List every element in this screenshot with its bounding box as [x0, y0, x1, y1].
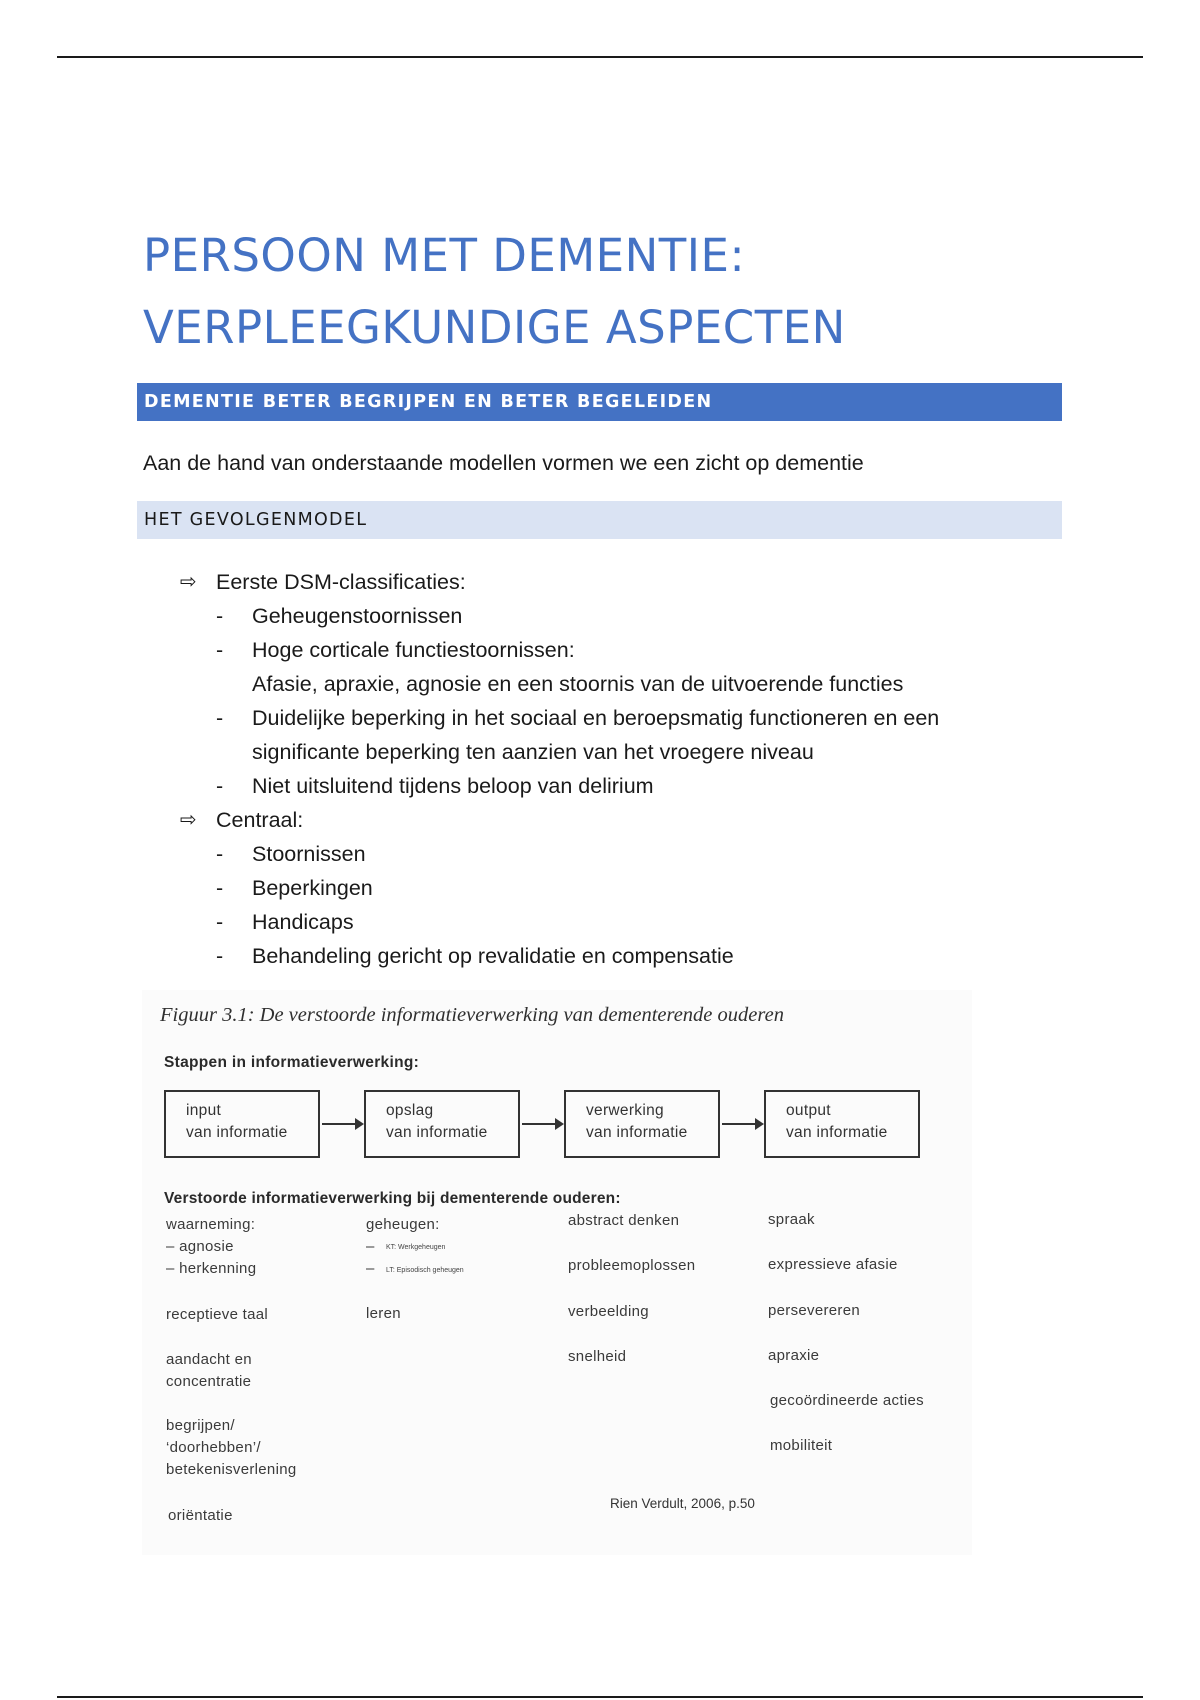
list-item	[180, 939, 1060, 973]
flow-arrow-icon	[722, 1123, 762, 1125]
subsection-heading: HET GEVOLGENMODEL	[137, 501, 1062, 539]
term: gecoördineerde acties	[770, 1392, 924, 1409]
term: receptieve taal	[166, 1306, 269, 1323]
list-group-dsm	[180, 565, 1060, 599]
intro-text: Aan de hand van onderstaande modellen vormen we een zicht op dementie	[143, 451, 864, 475]
term: apraxie	[768, 1347, 820, 1364]
step-label: verwerking	[586, 1102, 664, 1119]
list-item-text: Hoge corticale functiestoornissen:	[252, 638, 575, 662]
step-label: van informatie	[786, 1124, 888, 1141]
list-item	[180, 599, 1060, 633]
dash-bullet: -	[216, 910, 224, 934]
term: – herkenning	[166, 1260, 257, 1277]
term: expressieve afasie	[768, 1256, 898, 1273]
list-item-text: significante beperking ten aanzien van het vroegere niveau	[252, 740, 814, 764]
list-item	[180, 701, 1060, 769]
dash-bullet: -	[216, 944, 224, 968]
figure-caption: Figuur 3.1: De verstoorde informatieverwerking van dementerende ouderen	[160, 1004, 784, 1026]
step-label: van informatie	[186, 1124, 288, 1141]
list-group-label: Eerste DSM-classificaties:	[216, 570, 466, 594]
step-label: van informatie	[586, 1124, 688, 1141]
step-box-input	[164, 1090, 320, 1158]
figure-disorders-heading: Verstoorde informatieverwerking bij dementerende ouderen:	[164, 1190, 621, 1207]
term-small: LT: Episodisch geheugen	[386, 1267, 464, 1274]
step-label: output	[786, 1102, 831, 1119]
list-group-centraal	[180, 803, 1060, 837]
term: waarneming:	[166, 1216, 256, 1233]
term-group-aandacht	[166, 1349, 252, 1393]
step-label: input	[186, 1102, 222, 1119]
term: –	[366, 1238, 375, 1255]
term: betekenisverlening	[166, 1461, 297, 1478]
term: aandacht en	[166, 1351, 252, 1368]
list-item	[180, 837, 1060, 871]
list-item-text: Handicaps	[252, 910, 354, 934]
term: abstract denken	[568, 1212, 680, 1229]
figure-credit: Rien Verdult, 2006, p.50	[610, 1496, 755, 1511]
arrow-icon: ⇨	[180, 571, 197, 593]
term: verbeelding	[568, 1303, 649, 1320]
term-small: KT: Werkgeheugen	[386, 1244, 446, 1251]
list-item	[180, 905, 1060, 939]
step-label: van informatie	[386, 1124, 488, 1141]
step-box-output	[764, 1090, 920, 1158]
footer-rule	[57, 1696, 1143, 1698]
term: persevereren	[768, 1302, 860, 1319]
header-rule	[57, 56, 1143, 58]
section-heading: DEMENTIE BETER BEGRIJPEN EN BETER BEGELEIDEN	[137, 383, 1062, 421]
term: leren	[366, 1305, 401, 1322]
term: snelheid	[568, 1348, 627, 1365]
term: oriëntatie	[168, 1507, 233, 1524]
figure-information-processing	[142, 990, 972, 1555]
step-box-opslag	[364, 1090, 520, 1158]
term: – agnosie	[166, 1238, 234, 1255]
flow-arrow-icon	[322, 1123, 362, 1125]
title-line-1: PERSOON MET DEMENTIE:	[143, 229, 746, 282]
term: begrijpen/	[166, 1417, 235, 1434]
dash-bullet: -	[216, 842, 224, 866]
arrow-icon: ⇨	[180, 809, 197, 831]
term-group-begrijpen	[166, 1415, 296, 1481]
list-item-text: Afasie, apraxie, agnosie en een stoornis van de uitvoerende functies	[252, 672, 904, 696]
term: –	[366, 1260, 375, 1277]
list-item-text: Niet uitsluitend tijdens beloop van delirium	[252, 774, 654, 798]
term: spraak	[768, 1211, 815, 1228]
list-item-text: Duidelijke beperking in het sociaal en beroepsmatig functioneren en een	[252, 706, 940, 730]
term: probleemoplossen	[568, 1257, 696, 1274]
term: geheugen:	[366, 1216, 440, 1233]
list-item-text: Behandeling gericht op revalidatie en compensatie	[252, 944, 734, 968]
list-item	[180, 769, 1060, 803]
list-group-label: Centraal:	[216, 808, 304, 832]
flow-arrow-icon	[522, 1123, 562, 1125]
classification-list	[180, 565, 1060, 973]
figure-steps-heading: Stappen in informatieverwerking:	[164, 1054, 420, 1071]
dash-bullet: -	[216, 638, 224, 662]
list-item-text: Beperkingen	[252, 876, 373, 900]
title-line-2: VERPLEEGKUNDIGE ASPECTEN	[143, 301, 846, 354]
dash-bullet: -	[216, 604, 224, 628]
term: concentratie	[166, 1373, 252, 1390]
term: ‘doorhebben’/	[166, 1439, 261, 1456]
list-item	[180, 633, 1060, 701]
step-box-verwerking	[564, 1090, 720, 1158]
dash-bullet: -	[216, 876, 224, 900]
term: mobiliteit	[770, 1437, 833, 1454]
step-label: opslag	[386, 1102, 434, 1119]
list-item-text: Stoornissen	[252, 842, 366, 866]
dash-bullet: -	[216, 706, 224, 730]
dash-bullet: -	[216, 774, 224, 798]
page-title	[143, 220, 1043, 364]
list-item	[180, 871, 1060, 905]
term-group-waarneming	[166, 1214, 256, 1280]
list-item-text: Geheugenstoornissen	[252, 604, 463, 628]
